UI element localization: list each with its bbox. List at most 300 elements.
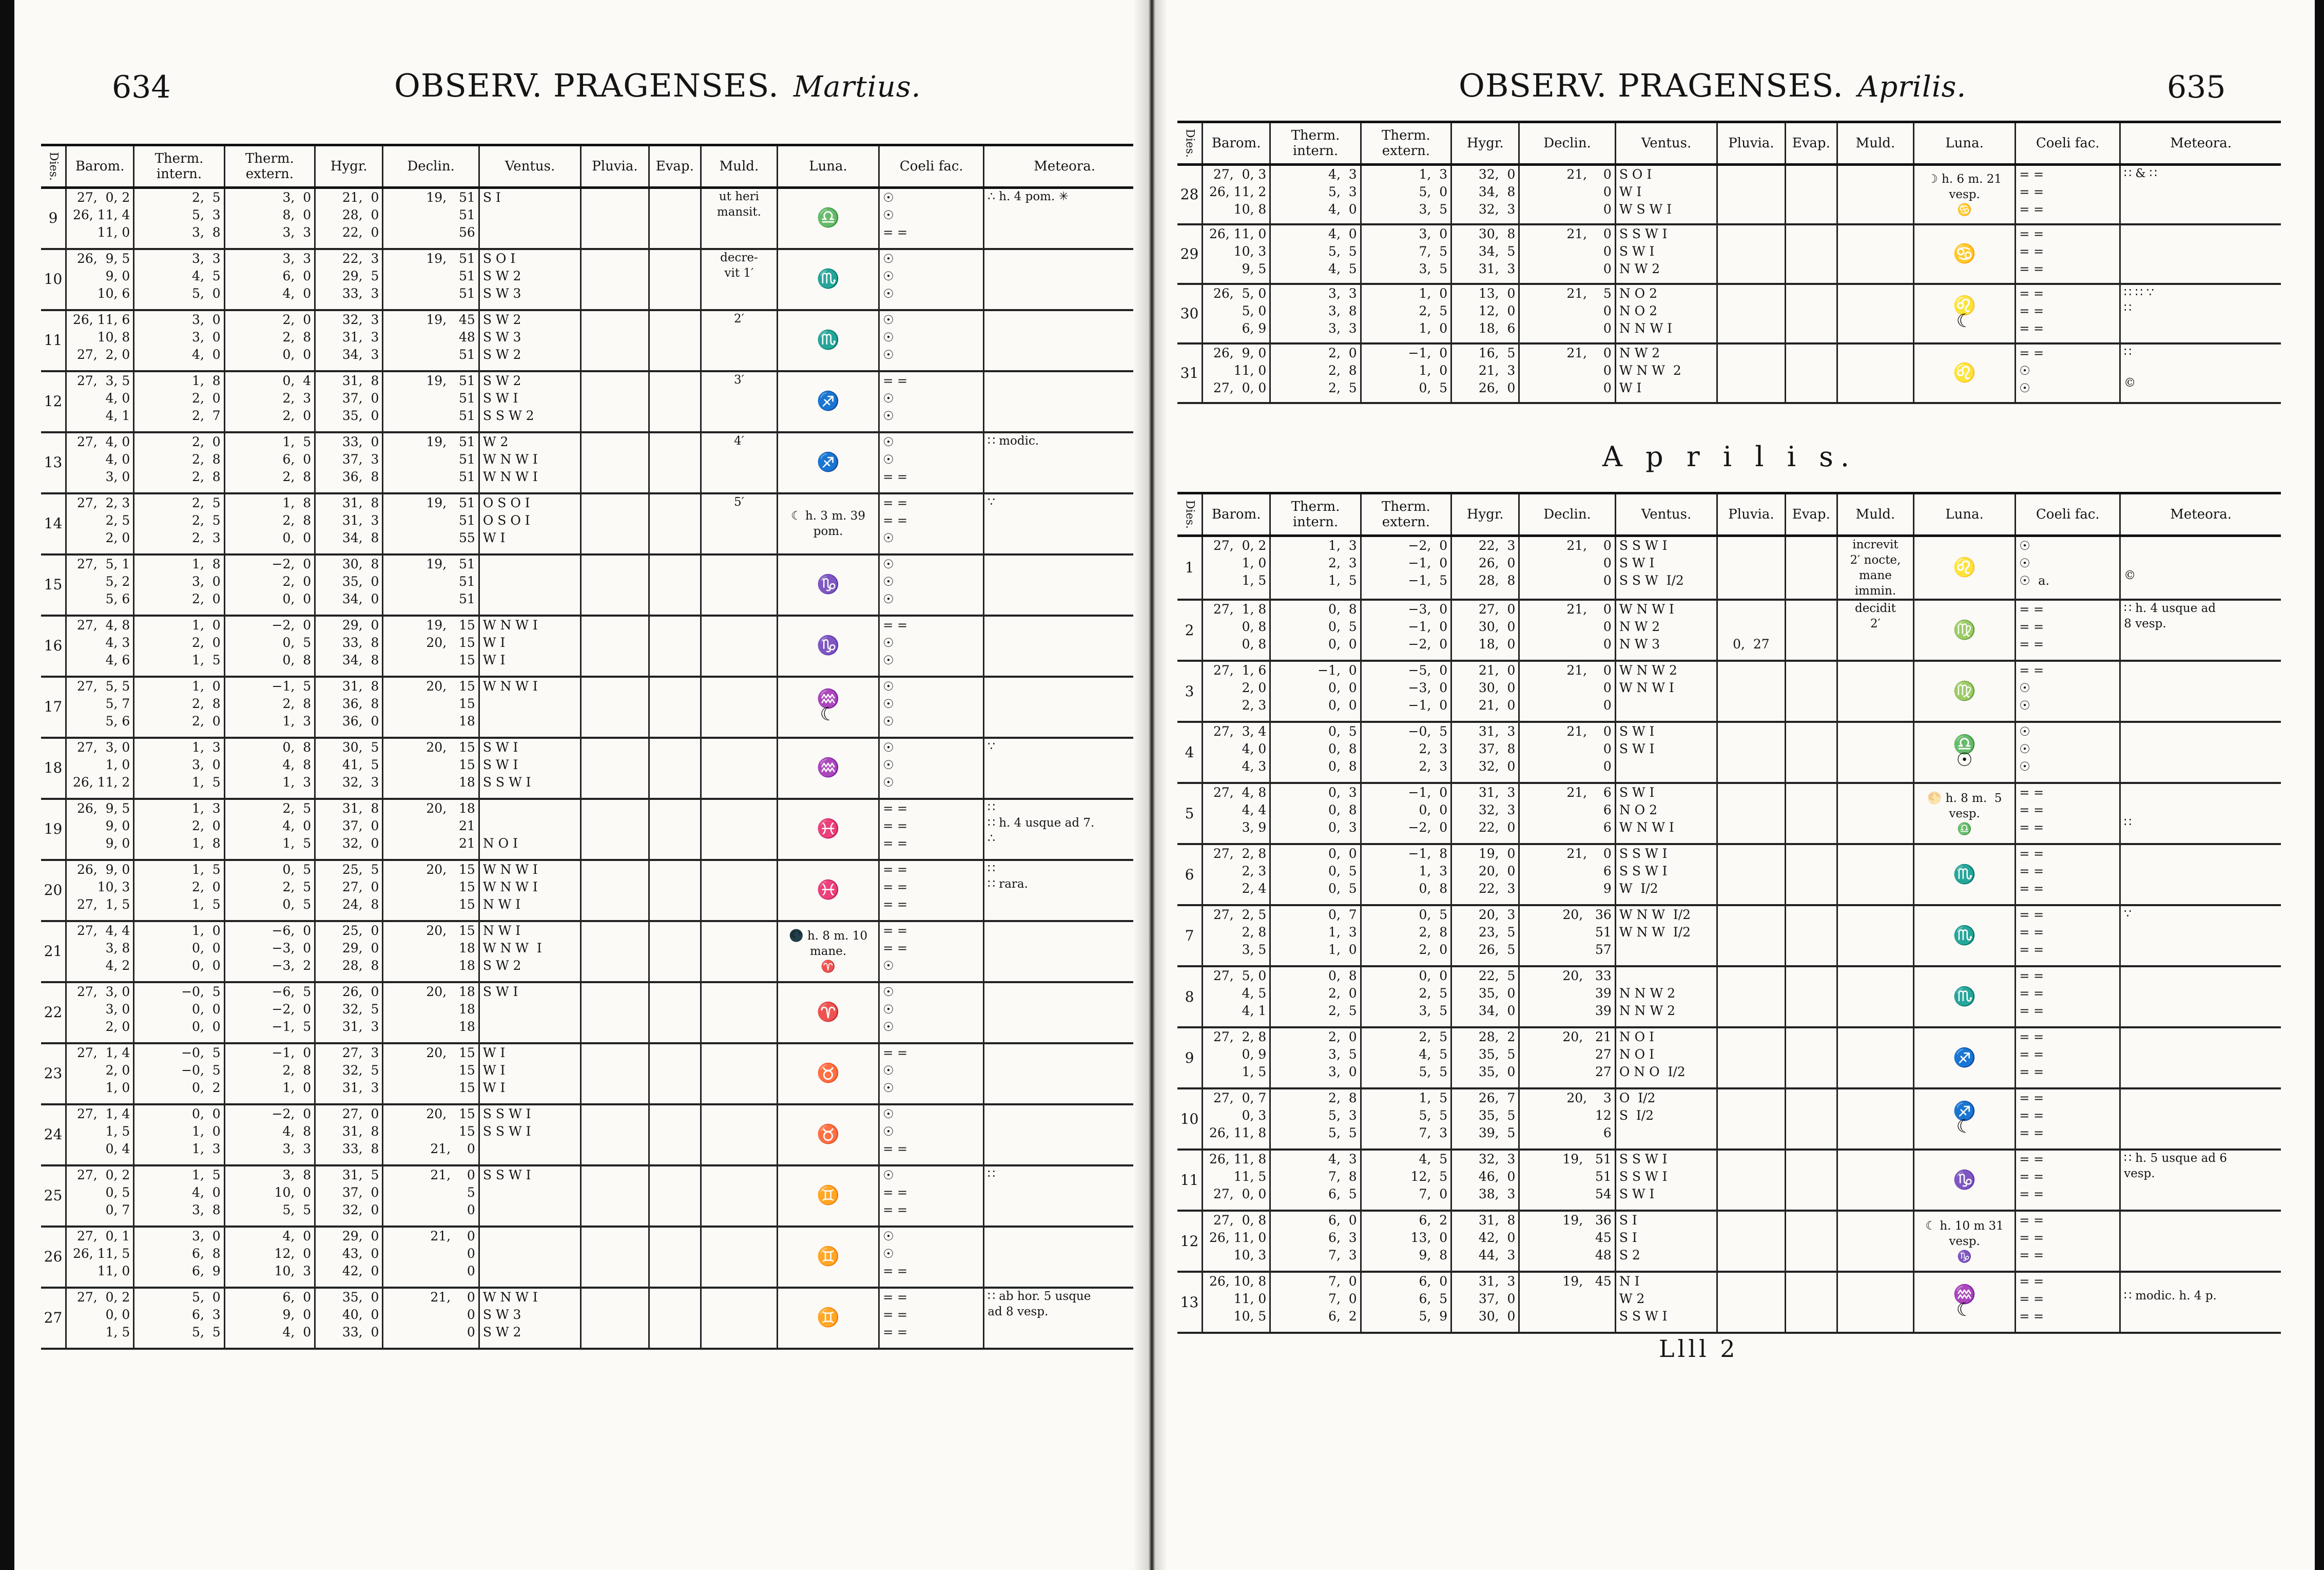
cell-pluvia <box>1717 844 1785 905</box>
cell-hygr: 25, 0 29, 0 28, 8 <box>315 921 383 982</box>
cell-muld <box>1837 1088 1914 1150</box>
cell-day: 17 <box>44 698 63 715</box>
cell-declin: 21, 0 0 0 <box>1519 165 1615 224</box>
cell-luna: ♏ <box>777 249 879 310</box>
cell-hygr: 31, 3 37, 8 32, 0 <box>1451 722 1519 783</box>
header-day: Dies. <box>1177 122 1203 165</box>
cell-ventus: O I/2 S I/2 <box>1615 1088 1717 1150</box>
cell-barom: 27, 4, 8 4, 3 4, 6 <box>66 616 134 677</box>
cell-pluvia <box>1717 905 1785 966</box>
cell-declin: 19, 51 51 51 <box>383 249 479 310</box>
cell-day: 16 <box>44 637 63 654</box>
cell-hygr: 26, 0 32, 5 31, 3 <box>315 982 383 1043</box>
cell-day: 30 <box>1180 304 1199 322</box>
cell-evap <box>649 1227 701 1288</box>
table-row <box>1177 1027 2281 1088</box>
cell-muld <box>701 1165 778 1227</box>
cell-hygr: 27, 3 32, 5 31, 3 <box>315 1043 383 1104</box>
cell-coeli-fac: = = = = = = <box>2016 1211 2120 1272</box>
cell-muld <box>1837 343 1914 403</box>
cell-day: 5 <box>1185 805 1194 822</box>
cell-pluvia <box>1717 343 1785 403</box>
cell-ventus: N O I <box>479 799 580 860</box>
cell-ventus: W N W I S W 3 S W 2 <box>479 1288 580 1349</box>
header-barom: Barom. <box>1203 493 1270 536</box>
cell-muld <box>1837 1211 1914 1272</box>
header-ventus: Ventus. <box>1615 122 1717 165</box>
cell-pluvia <box>581 799 649 860</box>
cell-barom: 27, 0, 2 0, 0 1, 5 <box>66 1288 134 1349</box>
cell-declin: 20, 15 15 15 <box>383 1043 479 1104</box>
cell-ventus: N I W 2 S S W I <box>1615 1272 1717 1333</box>
cell-muld <box>1837 1027 1914 1088</box>
cell-therm-extern: 1, 8 2, 8 0, 0 <box>224 493 315 554</box>
header-therm-intern: Therm. intern. <box>1270 122 1361 165</box>
cell-therm-intern: −0, 5 −0, 5 0, 2 <box>134 1043 224 1104</box>
cell-coeli-fac: = = ☉ ☉ <box>2016 343 2120 403</box>
cell-day: 23 <box>44 1065 63 1082</box>
cell-ventus <box>479 1227 580 1288</box>
cell-ventus: W I W I W I <box>479 1043 580 1104</box>
cell-muld <box>701 799 778 860</box>
table-row <box>41 188 1145 249</box>
cell-barom: 27, 0, 2 26, 11, 4 11, 0 <box>66 188 134 249</box>
table-row <box>41 921 1145 982</box>
cell-pluvia <box>1717 165 1785 224</box>
cell-day: 12 <box>1180 1232 1199 1250</box>
cell-coeli-fac: ☉ ☉ ☉ <box>879 982 984 1043</box>
cell-hygr: 21, 0 30, 0 21, 0 <box>1451 661 1519 722</box>
page-number: 635 <box>2167 69 2226 105</box>
cell-luna: ♐ <box>777 432 879 493</box>
cell-muld <box>1837 165 1914 224</box>
cell-day: 8 <box>1185 988 1194 1005</box>
cell-day: 15 <box>44 576 63 593</box>
cell-ventus: S S W I <box>479 1165 580 1227</box>
cell-barom: 26, 11, 0 10, 3 9, 5 <box>1203 224 1270 284</box>
cell-meteora: ∷ ∷ ∵ ∷ <box>2120 284 2281 343</box>
cell-declin: 19, 51 51 54 <box>1519 1150 1615 1211</box>
april-subtitle: A p r i l i s. <box>1602 441 1857 473</box>
cell-muld <box>701 1104 778 1165</box>
cell-evap <box>649 493 701 554</box>
cell-barom: 27, 2, 8 2, 3 2, 4 <box>1203 844 1270 905</box>
cell-coeli-fac: = = ☉ ☉ <box>2016 661 2120 722</box>
table-row <box>41 310 1145 371</box>
cell-barom: 27, 5, 0 4, 5 4, 1 <box>1203 966 1270 1027</box>
cell-pluvia <box>581 310 649 371</box>
cell-evap <box>649 1288 701 1349</box>
header-coeli-fac: Coeli fac. <box>879 145 984 188</box>
cell-coeli-fac: ☉ ☉ ☉ <box>879 310 984 371</box>
cell-evap <box>1785 1150 1837 1211</box>
cell-day: 27 <box>44 1309 63 1326</box>
cell-coeli-fac: = = = = = = <box>879 1288 984 1349</box>
cell-meteora <box>984 1043 1145 1104</box>
cell-therm-extern: −1, 0 2, 8 1, 0 <box>224 1043 315 1104</box>
cell-declin: 20, 15 15 15 <box>383 860 479 921</box>
cell-coeli-fac: = = = = = = <box>2016 1027 2120 1088</box>
cell-day: 21 <box>44 943 63 960</box>
cell-therm-extern: 2, 0 2, 8 0, 0 <box>224 310 315 371</box>
cell-declin: 20, 36 51 57 <box>1519 905 1615 966</box>
cell-therm-intern: 1, 5 2, 0 1, 5 <box>134 860 224 921</box>
cell-coeli-fac: = = = = = = <box>2016 224 2120 284</box>
cell-ventus: S W I S W I S S W I <box>479 738 580 799</box>
cell-ventus: S W 2 S W I S S W 2 <box>479 371 580 432</box>
cell-luna: ♊ <box>777 1227 879 1288</box>
cell-coeli-fac: = = ☉ ☉ <box>879 616 984 677</box>
cell-hygr: 31, 5 37, 0 32, 0 <box>315 1165 383 1227</box>
cell-barom: 27, 2, 3 2, 5 2, 0 <box>66 493 134 554</box>
cell-muld <box>701 677 778 738</box>
cell-evap <box>649 1104 701 1165</box>
cell-muld <box>1837 783 1914 844</box>
header-pluvia: Pluvia. <box>1717 493 1785 536</box>
cell-hygr: 30, 8 34, 5 31, 3 <box>1451 224 1519 284</box>
cell-muld <box>701 982 778 1043</box>
cell-therm-extern: 0, 8 4, 8 1, 3 <box>224 738 315 799</box>
cell-ventus: N O I N O I O N O I/2 <box>1615 1027 1717 1088</box>
cell-meteora <box>2120 966 2281 1027</box>
table-row <box>41 799 1145 860</box>
cell-hygr: 32, 3 31, 3 34, 3 <box>315 310 383 371</box>
cell-hygr: 30, 8 35, 0 34, 0 <box>315 554 383 616</box>
cell-day: 10 <box>44 271 63 288</box>
cell-barom: 27, 4, 4 3, 8 4, 2 <box>66 921 134 982</box>
header-ventus: Ventus. <box>479 145 580 188</box>
header-therm-extern: Therm. extern. <box>224 145 315 188</box>
cell-hygr: 31, 8 36, 8 36, 0 <box>315 677 383 738</box>
cell-meteora: ∷ modic. <box>984 432 1145 493</box>
cell-pluvia <box>581 249 649 310</box>
cell-coeli-fac: ☉ ☉ = = <box>879 432 984 493</box>
cell-barom: 27, 4, 0 4, 0 3, 0 <box>66 432 134 493</box>
cell-coeli-fac: ☉ ☉ = = <box>879 188 984 249</box>
running-head-text: OBSERV. PRAGENSES. <box>394 67 779 104</box>
cell-luna: ♍ <box>1913 600 2015 661</box>
table-row <box>41 982 1145 1043</box>
cell-day: 10 <box>1180 1110 1199 1127</box>
cell-declin: 20, 33 39 39 <box>1519 966 1615 1027</box>
cell-evap <box>1785 905 1837 966</box>
cell-hygr: 21, 0 28, 0 22, 0 <box>315 188 383 249</box>
header-luna: Luna. <box>1913 493 2015 536</box>
cell-day: 19 <box>44 820 63 837</box>
cell-hygr: 22, 3 26, 0 28, 8 <box>1451 536 1519 600</box>
cell-therm-intern: 2, 8 5, 3 5, 5 <box>1270 1088 1361 1150</box>
cell-ventus: S S W I S W I N W 2 <box>1615 224 1717 284</box>
cell-coeli-fac: = = = = = = <box>2016 1272 2120 1333</box>
cell-therm-extern: 0, 4 2, 3 2, 0 <box>224 371 315 432</box>
cell-evap <box>1785 844 1837 905</box>
cell-declin: 19, 51 51 51 <box>383 371 479 432</box>
cell-meteora: ∷ & ∷ <box>2120 165 2281 224</box>
cell-pluvia <box>1717 284 1785 343</box>
cell-luna: 🌕 h. 8 m. 5 vesp. ♎ <box>1913 783 2015 844</box>
cell-meteora <box>2120 844 2281 905</box>
signature-mark: Llll 2 <box>1659 1335 1738 1363</box>
cell-muld <box>1837 966 1914 1027</box>
cell-muld <box>701 860 778 921</box>
cell-evap <box>1785 1027 1837 1088</box>
table-row <box>41 1227 1145 1288</box>
cell-luna: ♌ <box>1913 343 2015 403</box>
cell-pluvia <box>581 860 649 921</box>
cell-evap <box>649 188 701 249</box>
cell-therm-intern: 1, 3 3, 0 1, 5 <box>134 738 224 799</box>
cell-hygr: 16, 5 21, 3 26, 0 <box>1451 343 1519 403</box>
cell-evap <box>1785 284 1837 343</box>
cell-hygr: 31, 8 37, 0 32, 0 <box>315 799 383 860</box>
cell-luna: ☽ h. 6 m. 21 vesp. ♋ <box>1913 165 2015 224</box>
cell-coeli-fac: ☉ ☉ = = <box>879 1227 984 1288</box>
running-head <box>1459 67 1966 104</box>
cell-ventus: W N W I W N W I N W I <box>479 860 580 921</box>
cell-barom: 27, 1, 4 2, 0 1, 0 <box>66 1043 134 1104</box>
march-observations-table <box>41 144 1145 1350</box>
header-day: Dies. <box>41 145 66 188</box>
cell-meteora: ∵ <box>2120 905 2281 966</box>
cell-barom: 27, 0, 1 26, 11, 5 11, 0 <box>66 1227 134 1288</box>
cell-pluvia <box>1717 536 1785 600</box>
cell-hygr: 13, 0 12, 0 18, 6 <box>1451 284 1519 343</box>
header-coeli-fac: Coeli fac. <box>2016 122 2120 165</box>
cell-pluvia: 0, 27 <box>1717 600 1785 661</box>
cell-hygr: 31, 8 37, 0 35, 0 <box>315 371 383 432</box>
cell-pluvia <box>581 1288 649 1349</box>
cell-day: 18 <box>44 759 63 776</box>
cell-luna: ♈ <box>777 982 879 1043</box>
header-meteora: Meteora. <box>2120 493 2281 536</box>
cell-day: 9 <box>1185 1049 1194 1066</box>
cell-muld <box>1837 844 1914 905</box>
cell-therm-intern: 0, 5 0, 8 0, 8 <box>1270 722 1361 783</box>
cell-hygr: 25, 5 27, 0 24, 8 <box>315 860 383 921</box>
cell-evap <box>649 249 701 310</box>
cell-evap <box>1785 783 1837 844</box>
header-ventus: Ventus. <box>1615 493 1717 536</box>
cell-coeli-fac: = = = = = = <box>2016 844 2120 905</box>
cell-ventus: S W I <box>479 982 580 1043</box>
table-row <box>1177 905 2281 966</box>
table-row <box>41 677 1145 738</box>
table-row <box>1177 600 2281 661</box>
cell-ventus: S I <box>479 188 580 249</box>
table-row <box>41 1104 1145 1165</box>
header-evap: Evap. <box>1785 493 1837 536</box>
cell-day: 14 <box>44 515 63 532</box>
cell-declin: 21, 0 0 0 <box>1519 343 1615 403</box>
cell-muld: 3′ <box>701 371 778 432</box>
cell-luna: ♐ <box>777 371 879 432</box>
cell-barom: 27, 3, 4 4, 0 4, 3 <box>1203 722 1270 783</box>
cell-day: 24 <box>44 1126 63 1143</box>
table-row <box>41 493 1145 554</box>
cell-therm-intern: 0, 0 1, 0 1, 3 <box>134 1104 224 1165</box>
cell-pluvia <box>581 616 649 677</box>
cell-barom: 27, 2, 5 2, 8 3, 5 <box>1203 905 1270 966</box>
cell-ventus <box>479 554 580 616</box>
cell-luna: ♏ <box>1913 966 2015 1027</box>
cell-therm-extern: 0, 5 2, 8 2, 0 <box>1361 905 1451 966</box>
cell-coeli-fac: ☉ ☉ ☉ <box>879 249 984 310</box>
cell-ventus: W N W I W I W I <box>479 616 580 677</box>
header-barom: Barom. <box>1203 122 1270 165</box>
cell-therm-extern: 1, 0 2, 5 1, 0 <box>1361 284 1451 343</box>
cell-meteora <box>2120 224 2281 284</box>
cell-muld: increvit 2′ nocte, mane immin. <box>1837 536 1914 600</box>
cell-therm-extern: −1, 0 0, 0 −2, 0 <box>1361 783 1451 844</box>
cell-luna: ☾ h. 10 m 31 vesp. ♑ <box>1913 1211 2015 1272</box>
cell-evap <box>1785 1088 1837 1150</box>
cell-hygr: 27, 0 30, 0 18, 0 <box>1451 600 1519 661</box>
header-pluvia: Pluvia. <box>581 145 649 188</box>
cell-hygr: 27, 0 31, 8 33, 8 <box>315 1104 383 1165</box>
cell-hygr: 26, 7 35, 5 39, 5 <box>1451 1088 1519 1150</box>
table-row <box>41 554 1145 616</box>
cell-therm-extern: −2, 0 2, 0 0, 0 <box>224 554 315 616</box>
cell-pluvia <box>581 554 649 616</box>
cell-hygr: 20, 3 23, 5 26, 5 <box>1451 905 1519 966</box>
cell-declin: 19, 15 20, 15 15 <box>383 616 479 677</box>
header-therm-intern: Therm. intern. <box>134 145 224 188</box>
header-therm-intern: Therm. intern. <box>1270 493 1361 536</box>
cell-ventus: W N W I/2 W N W I/2 <box>1615 905 1717 966</box>
cell-therm-intern: 6, 0 6, 3 7, 3 <box>1270 1211 1361 1272</box>
cell-evap <box>649 1043 701 1104</box>
cell-pluvia <box>1717 224 1785 284</box>
cell-hygr: 35, 0 40, 0 33, 0 <box>315 1288 383 1349</box>
cell-meteora: ∵ <box>984 738 1145 799</box>
cell-therm-intern: 3, 3 4, 5 5, 0 <box>134 249 224 310</box>
cell-evap <box>1785 343 1837 403</box>
cell-therm-extern: 6, 0 6, 5 5, 9 <box>1361 1272 1451 1333</box>
cell-pluvia <box>581 982 649 1043</box>
cell-luna: ♓ <box>777 799 879 860</box>
cell-hygr: 29, 0 43, 0 42, 0 <box>315 1227 383 1288</box>
cell-declin: 20, 21 27 27 <box>1519 1027 1615 1088</box>
cell-day: 25 <box>44 1187 63 1204</box>
cell-coeli-fac: = = = = = = <box>2016 1088 2120 1150</box>
cell-day: 22 <box>44 1004 63 1021</box>
cell-therm-intern: 4, 3 7, 8 6, 5 <box>1270 1150 1361 1211</box>
cell-muld <box>701 616 778 677</box>
cell-evap <box>1785 722 1837 783</box>
cell-luna: ♏ <box>777 310 879 371</box>
cell-coeli-fac: = = = = = = <box>879 860 984 921</box>
cell-therm-intern: 3, 0 6, 8 6, 9 <box>134 1227 224 1288</box>
header-declin: Declin. <box>1519 493 1615 536</box>
cell-barom: 27, 0, 2 1, 0 1, 5 <box>1203 536 1270 600</box>
cell-barom: 27, 4, 8 4, 4 3, 9 <box>1203 783 1270 844</box>
table-row <box>1177 1272 2281 1333</box>
cell-therm-extern: −2, 0 −1, 0 −1, 5 <box>1361 536 1451 600</box>
book-gutter <box>1133 0 1167 1570</box>
cell-luna: ♏ <box>1913 844 2015 905</box>
cell-luna: 🌑 h. 8 m. 10 mane. ♈ <box>777 921 879 982</box>
cell-day: 12 <box>44 393 63 410</box>
table-row <box>41 249 1145 310</box>
cell-meteora: ∷ h. 5 usque ad 6 vesp. <box>2120 1150 2281 1211</box>
cell-therm-extern: −6, 0 −3, 0 −3, 2 <box>224 921 315 982</box>
header-declin: Declin. <box>383 145 479 188</box>
cell-therm-extern: 4, 0 12, 0 10, 3 <box>224 1227 315 1288</box>
cell-therm-extern: 3, 3 6, 0 4, 0 <box>224 249 315 310</box>
cell-evap <box>1785 224 1837 284</box>
cell-pluvia <box>1717 783 1785 844</box>
cell-coeli-fac: ☉ ☉ ☉ <box>879 554 984 616</box>
cell-barom: 26, 9, 5 9, 0 9, 0 <box>66 799 134 860</box>
table-row <box>1177 1088 2281 1150</box>
cell-ventus: S W 2 S W 3 S W 2 <box>479 310 580 371</box>
cell-therm-intern: 3, 3 3, 8 3, 3 <box>1270 284 1361 343</box>
cell-barom: 27, 1, 8 0, 8 0, 8 <box>1203 600 1270 661</box>
cell-evap <box>649 677 701 738</box>
cell-barom: 26, 10, 8 11, 0 10, 5 <box>1203 1272 1270 1333</box>
cell-day: 6 <box>1185 866 1194 883</box>
cell-muld: 5′ <box>701 493 778 554</box>
cell-therm-extern: −1, 0 1, 0 0, 5 <box>1361 343 1451 403</box>
cell-ventus: N W 2 W N W 2 W I <box>1615 343 1717 403</box>
cell-declin: 19, 45 <box>1519 1272 1615 1333</box>
cell-therm-intern: 3, 0 3, 0 4, 0 <box>134 310 224 371</box>
table-row <box>41 1165 1145 1227</box>
cell-coeli-fac: = = = = = = <box>2016 905 2120 966</box>
cell-day: 26 <box>44 1248 63 1265</box>
cell-meteora <box>984 1227 1145 1288</box>
cell-meteora: ∴ h. 4 pom. ✳ <box>984 188 1145 249</box>
running-head-text: OBSERV. PRAGENSES. <box>1459 67 1844 104</box>
cell-coeli-fac: ☉ ☉ = = <box>879 1104 984 1165</box>
cell-declin: 21, 0 0 0 <box>383 1288 479 1349</box>
cell-evap <box>649 310 701 371</box>
cell-therm-intern: 1, 8 3, 0 2, 0 <box>134 554 224 616</box>
cell-evap <box>1785 600 1837 661</box>
cell-meteora <box>984 1104 1145 1165</box>
cell-therm-extern: 0, 0 2, 5 3, 5 <box>1361 966 1451 1027</box>
cell-evap <box>649 1165 701 1227</box>
cell-therm-extern: 6, 2 13, 0 9, 8 <box>1361 1211 1451 1272</box>
cell-day: 11 <box>44 332 63 349</box>
header-coeli-fac: Coeli fac. <box>2016 493 2120 536</box>
cell-declin: 21, 0 0 0 <box>1519 661 1615 722</box>
table-row <box>1177 783 2281 844</box>
cell-hygr: 29, 0 33, 8 34, 8 <box>315 616 383 677</box>
cell-luna: ♒ ☾ <box>777 677 879 738</box>
cell-therm-intern: 0, 3 0, 8 0, 3 <box>1270 783 1361 844</box>
table-row <box>1177 224 2281 284</box>
cell-meteora <box>2120 1027 2281 1088</box>
cell-evap <box>649 371 701 432</box>
cell-muld <box>701 738 778 799</box>
cell-evap <box>1785 1211 1837 1272</box>
cell-declin: 20, 15 18 18 <box>383 921 479 982</box>
cell-barom: 26, 9, 5 9, 0 10, 6 <box>66 249 134 310</box>
cell-ventus: N O 2 N O 2 N N W I <box>1615 284 1717 343</box>
cell-therm-extern: −6, 5 −2, 0 −1, 5 <box>224 982 315 1043</box>
header-muld: Muld. <box>701 145 778 188</box>
cell-meteora: ∷ ∷ rara. <box>984 860 1145 921</box>
header-meteora: Meteora. <box>2120 122 2281 165</box>
march-continued-table <box>1177 121 2281 404</box>
cell-hygr: 22, 3 29, 5 33, 3 <box>315 249 383 310</box>
cell-therm-extern: 0, 5 2, 5 0, 5 <box>224 860 315 921</box>
cell-evap <box>1785 536 1837 600</box>
cell-luna: ♐ ☾ <box>1913 1088 2015 1150</box>
cell-therm-extern: −2, 0 4, 8 3, 3 <box>224 1104 315 1165</box>
table-row <box>41 371 1145 432</box>
